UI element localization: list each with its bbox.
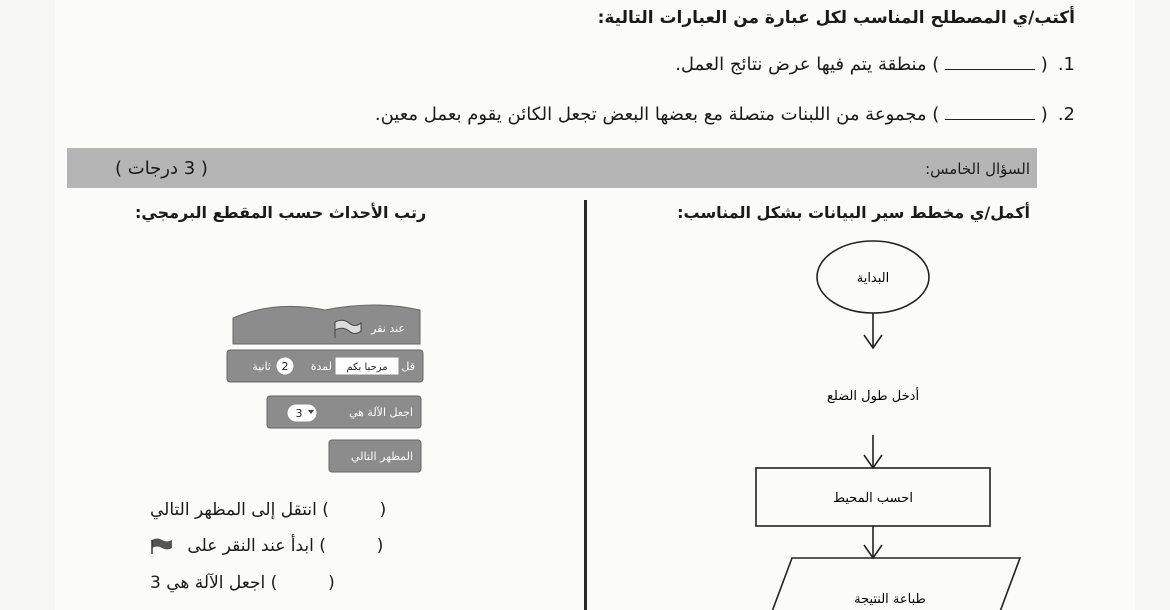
say-text-value: مرحبا بكم xyxy=(346,362,388,373)
question-five-title: السؤال الخامس: xyxy=(925,160,1030,178)
open-paren: ( xyxy=(379,500,387,520)
question-five-bar xyxy=(67,148,1037,188)
start-label: البداية xyxy=(856,271,890,286)
seconds-value: 2 xyxy=(281,360,289,373)
close-paren: ) xyxy=(932,54,940,75)
open-paren: ( xyxy=(1040,104,1048,125)
section-four-instruction: أكتب/ي المصطلح المناسب لكل عبارة من العبارات التالية: xyxy=(597,8,1075,28)
process-label: احسب المحيط xyxy=(833,491,913,506)
fill-item-1 xyxy=(675,54,1075,75)
open-paren: ( xyxy=(328,573,335,593)
item-number: 1. xyxy=(1057,54,1075,75)
answer-blank[interactable] xyxy=(945,55,1035,70)
close-paren: ) xyxy=(270,573,278,593)
output-label: طباعة النتيجة xyxy=(854,592,926,607)
item-text: مجموعة من اللبنات متصلة مع بعضها البعض تجعل الكائن يقوم بعمل معين. xyxy=(374,104,927,125)
order-text: اجعل الآلة هي 3 xyxy=(150,573,266,593)
close-paren: ) xyxy=(932,104,940,125)
item-text: منطقة يتم فيها عرض نتائج العمل. xyxy=(675,54,927,75)
open-paren: ( xyxy=(376,536,384,556)
order-item-1 xyxy=(150,500,386,520)
scratch-script xyxy=(225,300,430,480)
order-item-3 xyxy=(150,573,335,593)
close-paren: ) xyxy=(322,500,329,520)
fill-item-2 xyxy=(375,104,1075,125)
column-divider xyxy=(584,200,587,610)
order-text: ابدأ عند النقر على xyxy=(187,536,314,556)
order-item-2 xyxy=(150,536,383,556)
say-label: قل xyxy=(401,360,415,373)
close-paren: ) xyxy=(319,536,326,556)
flowchart xyxy=(700,235,1060,610)
say-for-label: لمدة xyxy=(310,360,332,373)
flag-icon xyxy=(150,537,176,555)
open-paren: ( xyxy=(1040,54,1048,75)
question-five-score: ( 3 درجات ) xyxy=(115,158,208,179)
answer-blank[interactable] xyxy=(945,105,1035,120)
variable-value: 3 xyxy=(295,407,303,420)
flowchart-heading: أكمل/ي مخطط سير البيانات بشكل المناسب: xyxy=(677,203,1030,222)
when-flag-label: عند نقر xyxy=(371,322,405,335)
seconds-unit: ثانية xyxy=(252,360,271,373)
next-costume-label: المظهر التالي xyxy=(350,450,413,463)
item-number: 2. xyxy=(1057,104,1075,125)
order-text: انتقل إلى المظهر التالي xyxy=(150,500,317,520)
set-variable-label: اجعل الآلة هي xyxy=(348,406,413,419)
input-label: أدخل طول الضلع xyxy=(826,389,920,404)
ordering-heading: رتب الأحداث حسب المقطع البرمجي: xyxy=(135,203,427,222)
